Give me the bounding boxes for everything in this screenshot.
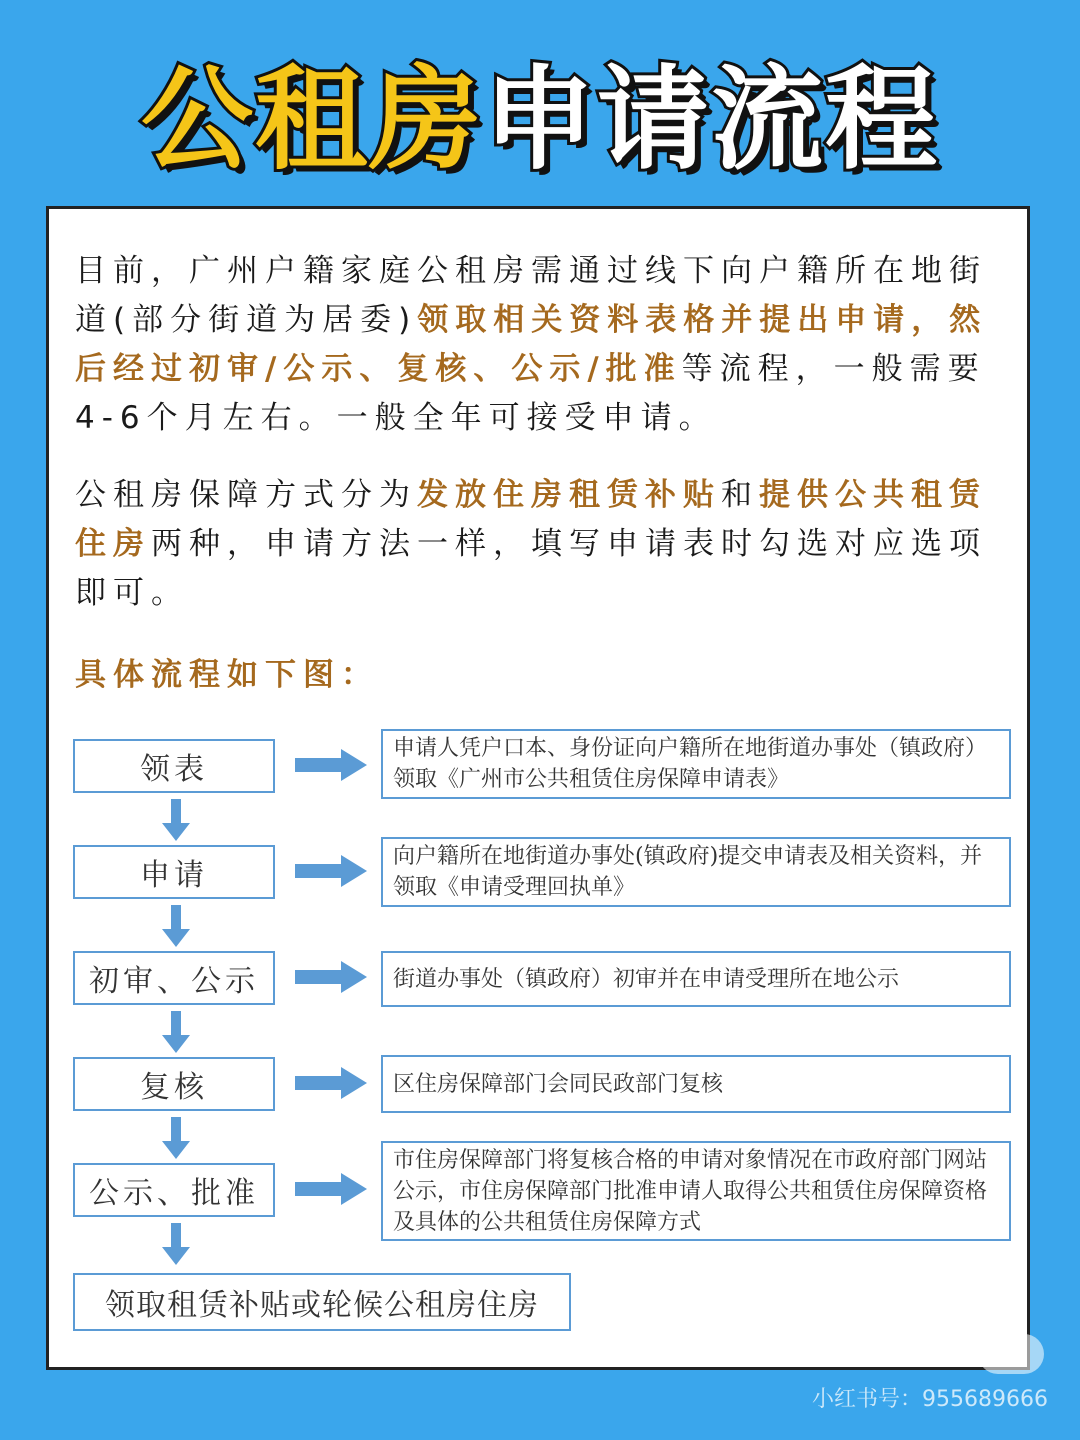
intro-p2-text-c: 和 xyxy=(721,477,759,513)
content-card xyxy=(46,206,1030,1370)
intro-paragraph-1 xyxy=(75,247,1005,443)
flow-step-3: 初审、公示 xyxy=(73,951,275,1005)
right-arrow-icon xyxy=(293,960,369,994)
flow-step-1-desc: 申请人凭户口本、身份证向户籍所在地街道办事处（镇政府）领取《广州市公共租赁住房保障申请表》 xyxy=(381,729,1011,799)
intro-p1-text-c: 等流程，一般需要4-6个月左右。一般全年可接受申请。 xyxy=(75,351,986,436)
flow-step-5-desc: 市住房保障部门将复核合格的申请对象情况在市政府部门网站公示，市住房保障部门批准申请人取得公共租赁住房保障资格及具体的公共租赁住房保障方式 xyxy=(381,1141,1011,1241)
right-arrow-icon xyxy=(293,1172,369,1206)
right-arrow-icon xyxy=(293,854,369,888)
intro-paragraph-2 xyxy=(75,471,1005,618)
page-title xyxy=(141,30,939,191)
intro-p1-highlight: 领取相关资料表格并提出申请，然后经过初审/公示、复核、公示/批准 xyxy=(75,302,988,387)
intro-p2-highlight-1: 发放住房租赁补贴 xyxy=(417,477,721,513)
title-part-1: 公租房 xyxy=(141,54,483,185)
flow-step-1: 领表 xyxy=(73,739,275,793)
watermark-badge xyxy=(978,1334,1044,1374)
flow-subheading: 具体流程如下图： xyxy=(75,657,379,693)
down-arrow-icon xyxy=(161,1221,191,1267)
watermark-text: 小红书号：955689666 xyxy=(812,1387,1048,1412)
intro-p2-text-e: 两种，申请方法一样，填写申请表时勾选对应选项即可。 xyxy=(75,526,987,611)
title-banner xyxy=(0,40,1080,185)
intro-p2-highlight-2: 提供公共租赁住房 xyxy=(75,477,987,562)
down-arrow-icon xyxy=(161,1115,191,1161)
flow-step-4: 复核 xyxy=(73,1057,275,1111)
intro-p2-text-a: 公租房保障方式分为 xyxy=(75,477,417,513)
flow-step-3-desc: 街道办事处（镇政府）初审并在申请受理所在地公示 xyxy=(381,951,1011,1007)
flow-step-5: 公示、批准 xyxy=(73,1163,275,1217)
right-arrow-icon xyxy=(293,748,369,782)
right-arrow-icon xyxy=(293,1066,369,1100)
flow-step-4-desc: 区住房保障部门会同民政部门复核 xyxy=(381,1055,1011,1113)
title-part-2: 申请流程 xyxy=(483,54,939,185)
down-arrow-icon xyxy=(161,1009,191,1055)
flow-step-2-desc: 向户籍所在地街道办事处(镇政府)提交申请表及相关资料，并领取《申请受理回执单》 xyxy=(381,837,1011,907)
down-arrow-icon xyxy=(161,903,191,949)
flow-step-2: 申请 xyxy=(73,845,275,899)
flow-final-step: 领取租赁补贴或轮候公租房住房 xyxy=(73,1273,571,1331)
down-arrow-icon xyxy=(161,797,191,843)
intro-p1-text-a: 目前，广州户籍家庭公租房需通过线下向户籍所在地街道(部分街道为居委) xyxy=(75,253,987,338)
